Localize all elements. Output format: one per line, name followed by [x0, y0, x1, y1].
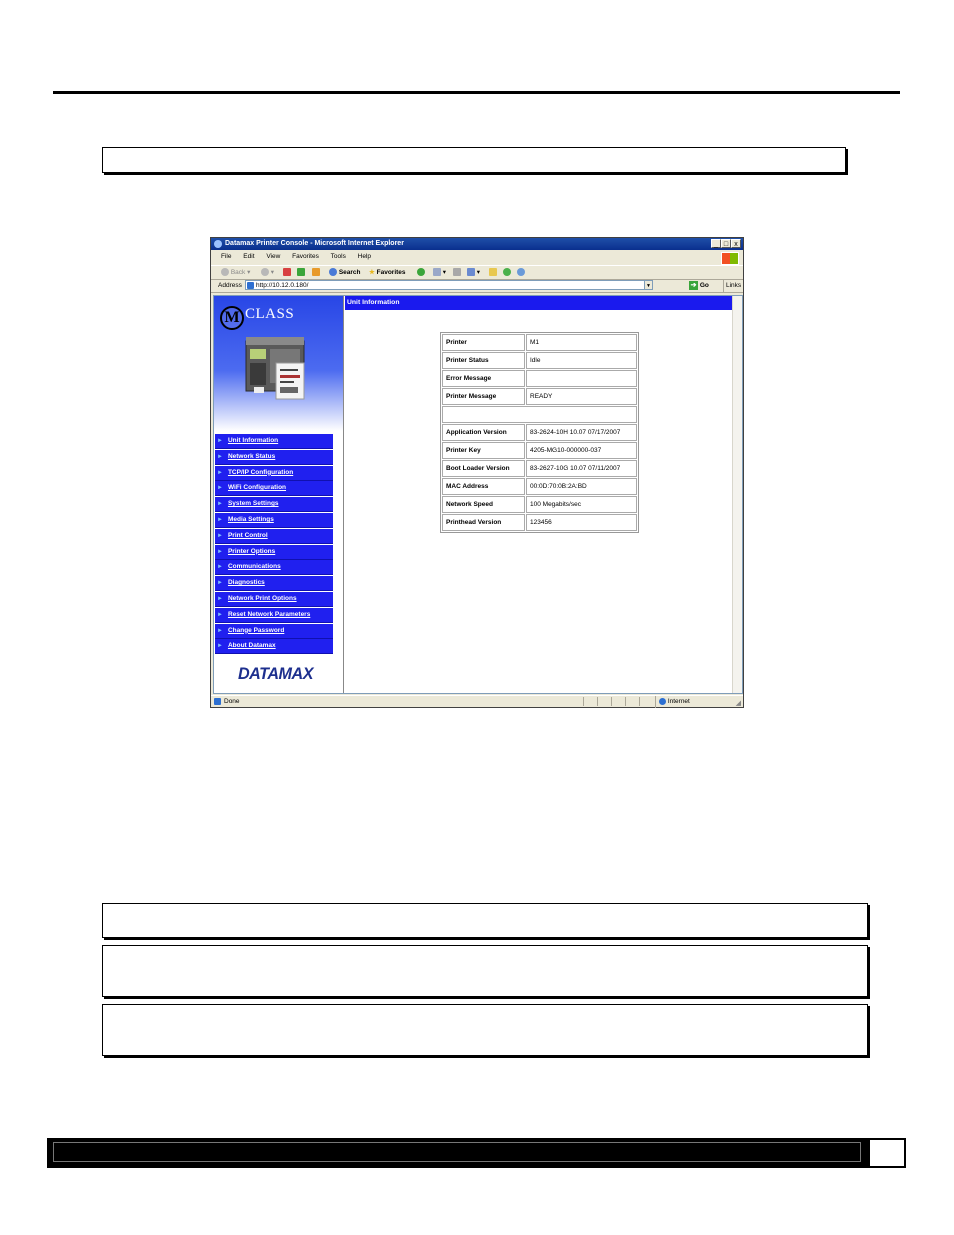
history-icon	[417, 268, 425, 276]
close-button[interactable]: x	[731, 239, 741, 248]
folder-icon	[489, 268, 497, 276]
window-title: Datamax Printer Console - Microsoft Internet Explorer	[225, 240, 404, 247]
arrow-right-icon: ►	[217, 627, 223, 634]
caption-box-2	[102, 945, 868, 997]
address-label: Address	[218, 282, 242, 289]
status-bar	[211, 695, 743, 708]
address-bar	[211, 279, 743, 293]
row-value	[526, 370, 637, 387]
refresh-icon	[297, 268, 305, 276]
go-label: Go	[699, 282, 709, 289]
nav-item-network-print-options[interactable]: ► Network Print Options	[215, 592, 333, 607]
nav-item-print-control[interactable]: ► Print Control	[215, 529, 333, 544]
arrow-right-icon: ►	[217, 532, 223, 539]
row-value: Idle	[526, 352, 637, 369]
row-key: Printer Status	[442, 352, 525, 369]
arrow-right-icon: ►	[217, 501, 223, 508]
internet-zone	[655, 696, 690, 708]
row-value: 4205-MG10-000000-037	[526, 442, 637, 459]
go-arrow-icon: ➔	[690, 281, 697, 289]
nav-item-printer-options[interactable]: ► Printer Options	[215, 545, 333, 560]
status-segment	[611, 697, 623, 706]
folder-button[interactable]	[489, 266, 497, 279]
forward-button[interactable]: ▾	[261, 266, 274, 279]
address-input[interactable]	[245, 280, 653, 290]
arrow-right-icon: ►	[217, 485, 223, 492]
back-button[interactable]: Back ▾	[221, 266, 250, 279]
zone-label: Internet	[667, 698, 690, 705]
back-arrow-icon	[221, 268, 229, 276]
status-text: Done	[224, 698, 240, 705]
status-segment	[597, 697, 609, 706]
arrow-right-icon: ►	[217, 469, 223, 476]
stop-button[interactable]	[283, 266, 291, 279]
menu-view[interactable]: View	[266, 253, 281, 260]
datamax-logo: DATAMAX	[237, 664, 313, 683]
sidebar-banner	[214, 296, 344, 431]
row-value: 83-2624-10H 10.07 07/17/2007	[526, 424, 637, 441]
globe-icon	[659, 698, 666, 705]
table-row	[442, 442, 637, 459]
row-key: Error Message	[442, 370, 525, 387]
printer-image	[242, 333, 314, 403]
arrow-right-icon: ►	[217, 438, 223, 444]
row-key: Network Speed	[442, 496, 525, 513]
page-icon	[247, 282, 254, 289]
links-button[interactable]: Links	[723, 279, 741, 292]
table-row	[442, 424, 637, 441]
row-key: Application Version	[442, 424, 525, 441]
arrow-right-icon: ►	[217, 453, 223, 460]
favorites-button[interactable]	[369, 266, 406, 279]
row-value: M1	[526, 334, 637, 351]
browser-window	[210, 237, 744, 708]
stop-icon	[283, 268, 291, 276]
row-value: 123456	[526, 514, 637, 531]
row-value: 00:0D:70:0B:2A:BD	[526, 478, 637, 495]
row-key: MAC Address	[442, 478, 525, 495]
nav-item-media-settings[interactable]: ► Media Settings	[215, 513, 333, 528]
table-row	[442, 514, 637, 531]
refresh-button[interactable]	[297, 266, 305, 279]
table-row	[442, 370, 637, 387]
print-button[interactable]	[453, 266, 461, 279]
mail-button[interactable]: ▾	[433, 266, 446, 279]
nav-item-change-password[interactable]: ► Change Password	[215, 624, 333, 639]
back-label: Back	[230, 269, 246, 276]
forward-arrow-icon	[261, 268, 269, 276]
menu-bar	[211, 251, 743, 263]
content-divider	[343, 296, 344, 693]
row-key: Printer Key	[442, 442, 525, 459]
section-title: Unit Information	[345, 296, 733, 310]
row-key: Boot Loader Version	[442, 460, 525, 477]
caption-box-top	[102, 147, 846, 173]
windows-flag-icon	[721, 252, 739, 265]
go-button[interactable]	[689, 279, 709, 292]
page-number-box	[868, 1138, 906, 1168]
mclass-logo-text: CLASS	[245, 306, 295, 322]
research-icon	[517, 268, 525, 276]
nav-item-reset-network-parameters[interactable]: ► Reset Network Parameters	[215, 608, 333, 623]
sidebar	[214, 296, 344, 693]
mail-icon	[433, 268, 441, 276]
table-row	[442, 478, 637, 495]
arrow-right-icon: ►	[217, 548, 223, 555]
arrow-right-icon: ►	[217, 516, 223, 523]
row-key: Printer	[442, 334, 525, 351]
edit-button[interactable]: ▾	[467, 266, 480, 279]
table-row	[442, 460, 637, 477]
nav-list	[215, 434, 333, 655]
nav-item-about-datamax[interactable]: ► About Datamax	[215, 639, 333, 654]
top-rule	[53, 91, 900, 94]
history-button[interactable]	[417, 266, 425, 279]
print-icon	[453, 268, 461, 276]
nav-item-diagnostics[interactable]: ► Diagnostics	[215, 576, 333, 591]
search-icon	[329, 268, 337, 276]
table-row	[442, 352, 637, 369]
table-row	[442, 496, 637, 513]
menu-help[interactable]: Help	[357, 253, 372, 260]
unit-info-table	[440, 332, 639, 533]
nav-item-system-settings[interactable]: ► System Settings	[215, 497, 333, 512]
table-row	[442, 334, 637, 351]
edit-icon	[467, 268, 475, 276]
arrow-right-icon: ►	[217, 611, 223, 618]
status-segment	[625, 697, 637, 706]
caption-box-1	[102, 903, 868, 938]
table-row	[442, 388, 637, 405]
row-value: READY	[526, 388, 637, 405]
status-segment	[639, 697, 651, 706]
address-value: http://10.12.0.180/	[256, 282, 309, 289]
favorites-star-icon: ★	[369, 269, 375, 276]
status-segment	[583, 697, 595, 706]
nav-item-wifi-configuration[interactable]: ► WiFi Configuration	[215, 481, 333, 496]
menu-edit[interactable]: Edit	[243, 253, 255, 260]
research-button[interactable]	[517, 266, 525, 279]
mclass-logo-m: M	[220, 306, 244, 330]
nav-item-tcpip-configuration[interactable]: ► TCP/IP Configuration	[215, 466, 333, 481]
menu-file[interactable]: File	[221, 253, 232, 260]
row-key: Printer Message	[442, 388, 525, 405]
row-value: 100 Megabits/sec	[526, 496, 637, 513]
arrow-right-icon: ►	[217, 564, 223, 571]
home-icon	[312, 268, 320, 276]
page-viewport	[213, 295, 743, 694]
arrow-right-icon: ►	[217, 595, 223, 602]
arrow-right-icon: ►	[217, 643, 223, 650]
arrow-right-icon: ►	[217, 580, 223, 587]
maximize-button[interactable]: □	[721, 239, 731, 248]
vertical-scrollbar[interactable]	[732, 296, 742, 693]
favorites-label: Favorites	[376, 269, 406, 276]
messenger-button[interactable]	[503, 266, 511, 279]
ie-app-icon	[214, 240, 222, 248]
address-dropdown-icon[interactable]: ▼	[644, 280, 653, 290]
nav-item-unit-information[interactable]: ► Unit Information	[215, 434, 333, 449]
menu-tools[interactable]: Tools	[330, 253, 346, 260]
minimize-button[interactable]: _	[711, 239, 721, 248]
home-button[interactable]	[312, 266, 320, 279]
caption-box-3	[102, 1004, 868, 1056]
table-spacer-row	[442, 406, 637, 423]
resize-grip-icon[interactable]: ◢	[735, 700, 741, 707]
toolbar	[211, 265, 743, 280]
window-titlebar[interactable]	[211, 238, 743, 250]
row-key: Printhead Version	[442, 514, 525, 531]
page-done-icon	[214, 698, 221, 705]
search-label: Search	[338, 269, 361, 276]
search-button[interactable]	[329, 266, 361, 279]
nav-item-network-status[interactable]: ► Network Status	[215, 450, 333, 465]
nav-item-communications[interactable]: ► Communications	[215, 560, 333, 575]
menu-favorites[interactable]: Favorites	[292, 253, 319, 260]
row-value: 83-2627-10G 10.07 07/11/2007	[526, 460, 637, 477]
messenger-icon	[503, 268, 511, 276]
footer-inner-frame	[53, 1142, 861, 1162]
